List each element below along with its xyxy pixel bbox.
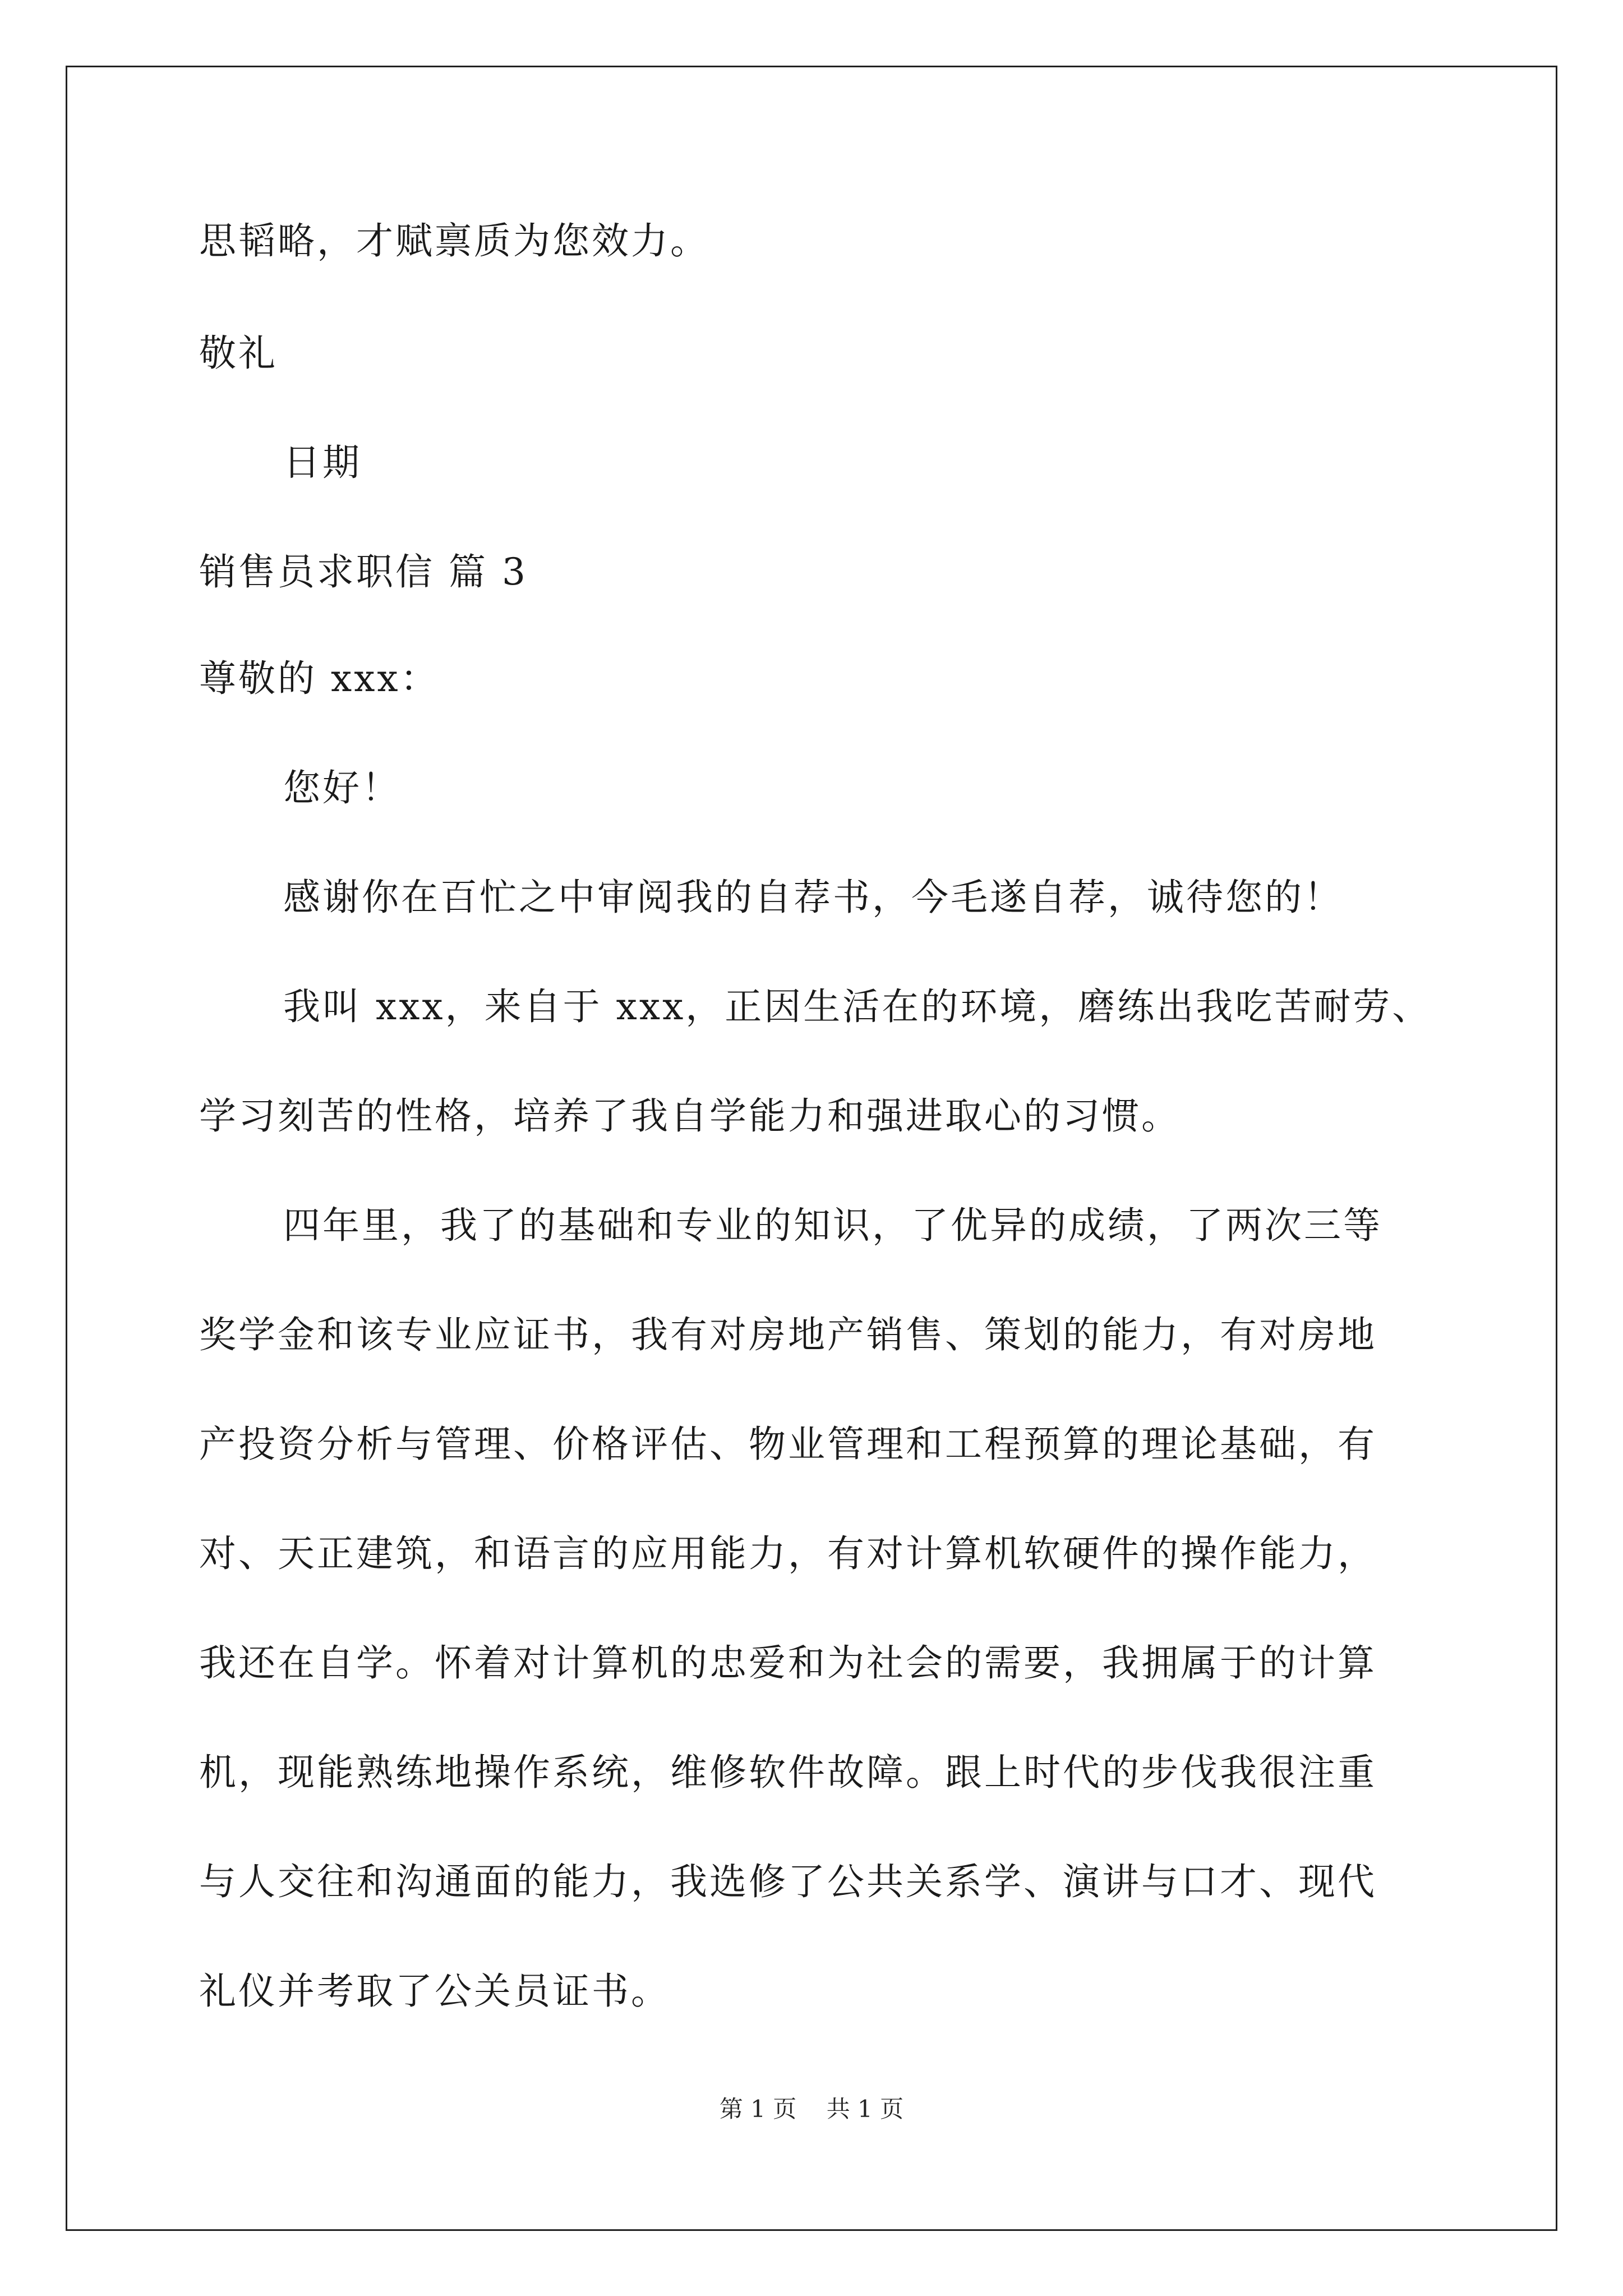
- body-line-thanks: 感谢你在百忙之中审阅我的自荐书，今毛遂自荐，诚待您的！: [283, 876, 1343, 919]
- section-heading: 销售员求职信 篇 3: [199, 550, 528, 593]
- body-line-study-5: 我还在自学。怀着对计算机的忠爱和为社会的需要，我拥属于的计算: [199, 1641, 1377, 1685]
- body-line-closing-sentence: 思韬略，才赋禀质为您效力。: [199, 219, 709, 263]
- body-line-study-4: 对、天正建筑，和语言的应用能力，有对计算机软硬件的操作能力，: [199, 1532, 1377, 1575]
- body-line-study-7: 与人交往和沟通面的能力，我选修了公共关系学、演讲与口才、现代: [199, 1860, 1377, 1903]
- body-line-intro-2: 学习刻苦的性格，培养了我自学能力和强进取心的习惯。: [199, 1094, 1181, 1138]
- page-footer: 第 1 页 共 1 页: [719, 2095, 904, 2123]
- letter-hello: 您好！: [283, 766, 401, 809]
- body-line-study-3: 产投资分析与管理、价格评估、物业管理和工程预算的理论基础，有: [199, 1423, 1377, 1466]
- body-line-study-6: 机，现能熟练地操作系统，维修软件故障。跟上时代的步伐我很注重: [199, 1751, 1377, 1794]
- body-line-intro-1: 我叫 xxx，来自于 xxx，正因生活在的环境，磨练出我吃苦耐劳、: [283, 985, 1432, 1028]
- letter-greeting: 尊敬的 xxx：: [199, 657, 440, 700]
- body-line-study-8: 礼仪并考取了公关员证书。: [199, 1970, 670, 2013]
- body-line-study-2: 奖学金和该专业应证书，我有对房地产销售、策划的能力，有对房地: [199, 1313, 1377, 1356]
- salutation-regards: 敬礼: [199, 332, 278, 375]
- date-label: 日期: [283, 441, 362, 484]
- body-line-study-1: 四年里，我了的基础和专业的知识，了优异的成绩，了两次三等: [283, 1204, 1382, 1247]
- page-border: [66, 66, 1557, 2231]
